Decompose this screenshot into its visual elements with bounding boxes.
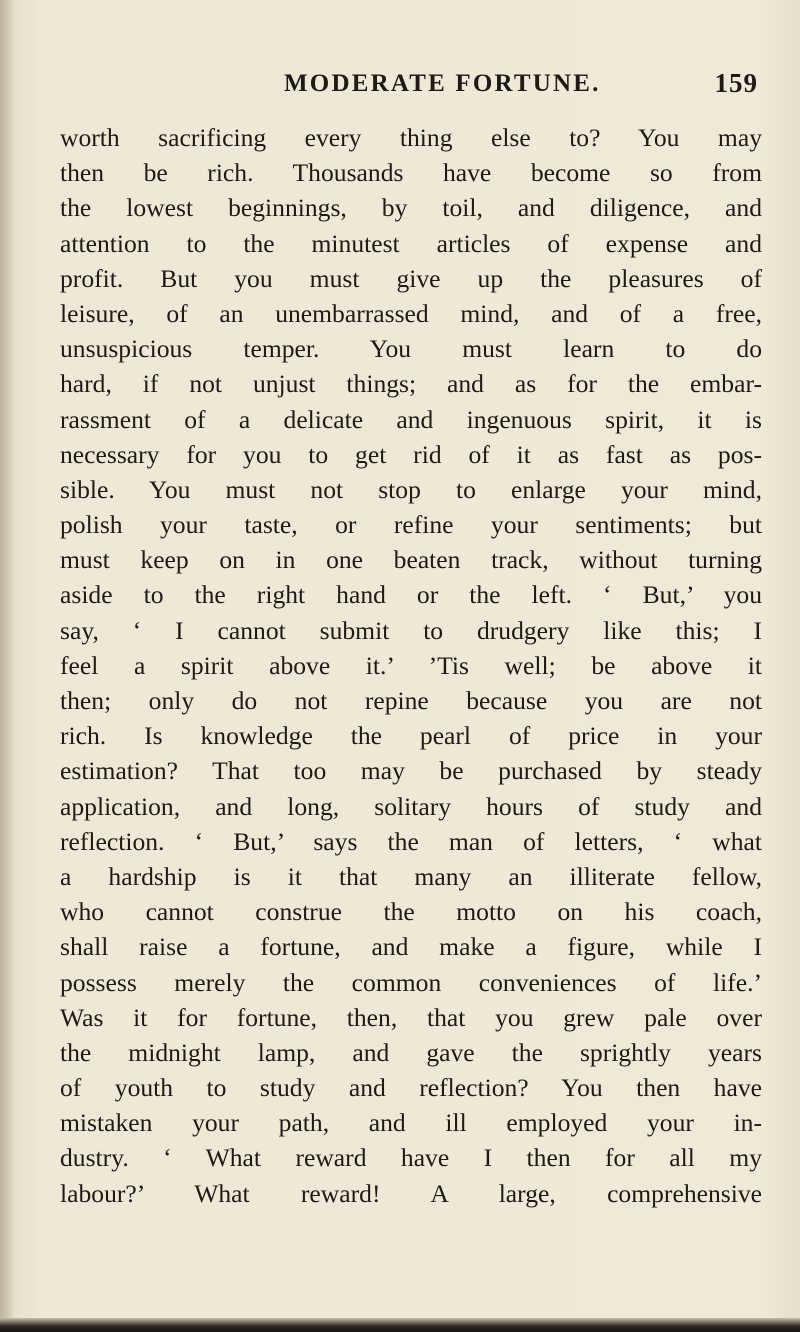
text-line: a hardship is it that many an illiterate fellow, bbox=[60, 861, 762, 891]
text-line: attention to the minutest articles of expense and bbox=[60, 228, 762, 258]
text-line: of youth to study and reflection? You then have bbox=[60, 1073, 762, 1103]
text-line: necessary for you to get rid of it as fast as pos- bbox=[60, 439, 762, 469]
text-line: mistaken your path, and ill employed your in- bbox=[60, 1108, 762, 1138]
text-line: profit. But you must give up the pleasures of bbox=[60, 263, 762, 293]
text-line: leisure, of an unembarrassed mind, and of a free, bbox=[60, 298, 762, 328]
text-line: unsuspicious temper. You must learn to do bbox=[60, 334, 762, 364]
text-line: who cannot construe the motto on his coach, bbox=[60, 897, 762, 927]
text-line: sible. You must not stop to enlarge your mind, bbox=[60, 474, 762, 504]
text-line: hard, if not unjust things; and as for the embar- bbox=[60, 369, 762, 399]
text-line: Was it for fortune, then, that you grew pale over bbox=[60, 1002, 762, 1032]
running-title: MODERATE FORTUNE. bbox=[284, 70, 601, 97]
page-bottom-edge bbox=[0, 1318, 800, 1332]
text-line: estimation? That too may be purchased by steady bbox=[60, 756, 762, 786]
text-line: application, and long, solitary hours of study and bbox=[60, 791, 762, 821]
text-line: the midnight lamp, and gave the sprightly years bbox=[60, 1037, 762, 1067]
text-line: rassment of a delicate and ingenuous spirit, it is bbox=[60, 404, 762, 434]
page-number: 159 bbox=[714, 68, 758, 98]
text-line: feel a spirit above it.’ ’Tis well; be above it bbox=[60, 650, 762, 680]
text-line: rich. Is knowledge the pearl of price in your bbox=[60, 721, 762, 751]
text-line: possess merely the common conveniences of life.’ bbox=[60, 967, 762, 997]
text-line: the lowest beginnings, by toil, and diligence, and bbox=[60, 193, 762, 223]
gutter-shadow bbox=[0, 0, 14, 1332]
text-line: must keep on in one beaten track, without turning bbox=[60, 545, 762, 575]
body-text bbox=[60, 120, 762, 1211]
text-line: aside to the right hand or the left. ‘ But,’ you bbox=[60, 580, 762, 610]
text-line: say, ‘ I cannot submit to drudgery like this; I bbox=[60, 615, 762, 645]
text-line: then; only do not repine because you are not bbox=[60, 686, 762, 715]
text-line: dustry. ‘ What reward have I then for all my bbox=[60, 1143, 762, 1173]
text-line: polish your taste, or refine your sentiments; but bbox=[60, 510, 762, 540]
text-line: shall raise a fortune, and make a figure, while I bbox=[60, 932, 762, 962]
text-line: worth sacrificing every thing else to? You may bbox=[60, 123, 762, 152]
text-line: labour?’ What reward! A large, comprehensive bbox=[60, 1178, 762, 1208]
text-line: reflection. ‘ But,’ says the man of letters, ‘ what bbox=[60, 826, 762, 856]
text-line: then be rich. Thousands have become so from bbox=[60, 158, 762, 188]
running-head bbox=[60, 62, 760, 102]
